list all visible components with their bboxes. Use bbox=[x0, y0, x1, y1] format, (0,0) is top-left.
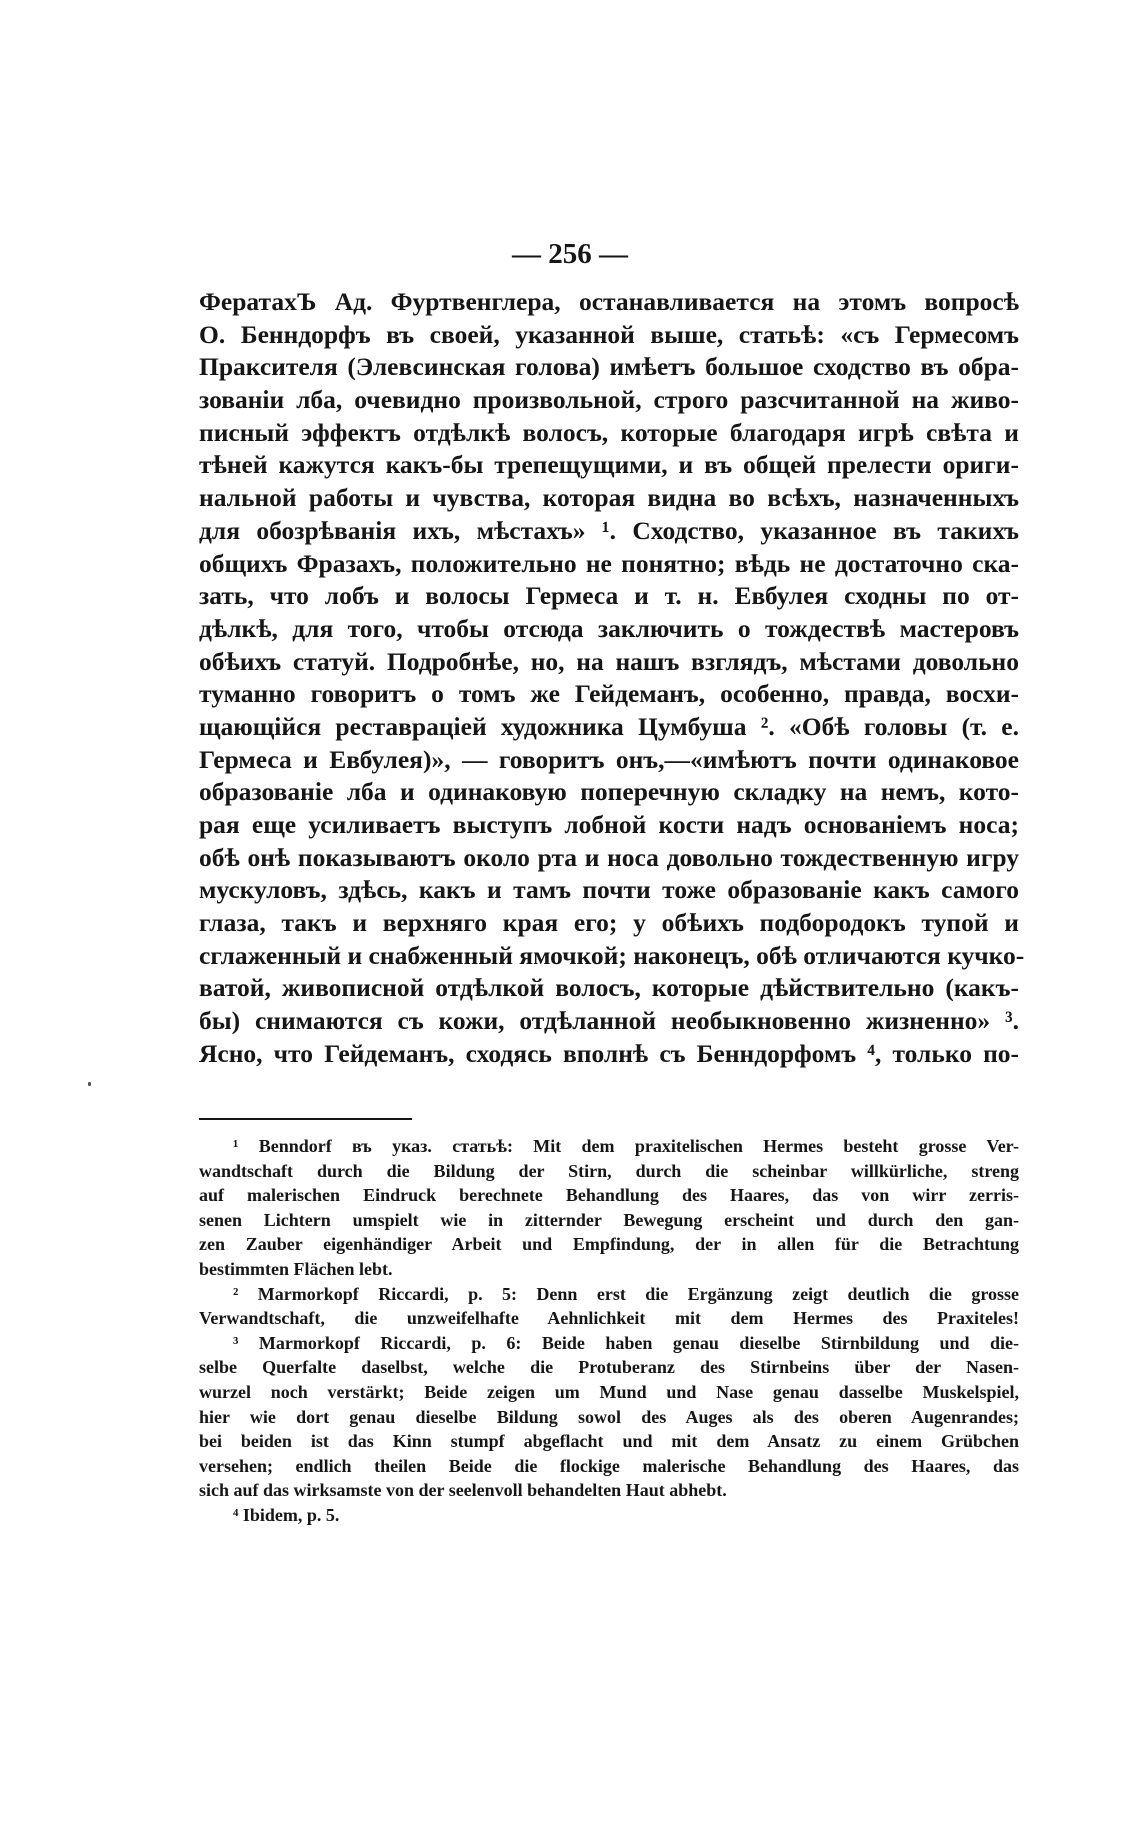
text-line: писный эффектъ отдѣлкѣ волосъ, которые благодаря игрѣ свѣта и bbox=[199, 417, 1019, 447]
footnote-3-line: hier wie dort genau dieselbe Bildung sowol des Auges als des oberen Augenrandes; bbox=[199, 1406, 1019, 1427]
text-line: туманно говоритъ о томъ же Гейдеманъ, особенно, правда, восхи- bbox=[199, 679, 1019, 709]
text-line: дѣлкѣ, для того, чтобы отсюда заключить о тождествѣ мастеровъ bbox=[199, 613, 1019, 643]
footnote-3-line: ³ Marmorkopf Riccardi, p. 6: Beide haben genau dieselbe Stirnbildung und die- bbox=[233, 1332, 1019, 1353]
page-number: — 256 — bbox=[512, 238, 628, 270]
footnote-1-line: senen Lichtern umspielt wie in zitternder Bewegung erscheint und durch den gan- bbox=[199, 1209, 1019, 1230]
text-line: зать, что лобъ и волосы Гермеса и т. н. Евбулея сходны по от- bbox=[199, 581, 1019, 611]
text-line: мускуловъ, здѣсь, какъ и тамъ почти тоже образованіе какъ самого bbox=[199, 875, 1019, 905]
footnote-4-line: ⁴ Ibidem, p. 5. bbox=[233, 1504, 340, 1525]
text-line: бы) снимаются съ кожи, отдѣланной необыкновенно жизненно» ³. bbox=[199, 1006, 1019, 1036]
footnote-1-line: zen Zauber eigenhändiger Arbeit und Empfindung, der in allen für die Betrachtung bbox=[199, 1234, 1019, 1255]
text-line: Праксителя (Элевсинская голова) имѣетъ большое сходство въ обра- bbox=[199, 352, 1019, 382]
footnotes bbox=[199, 1134, 1019, 1528]
text-line: для обозрѣванія ихъ, мѣстахъ» ¹. Сходство, указанное въ такихъ bbox=[199, 515, 1019, 545]
footnote-1-line: wandtschaft durch die Bildung der Stirn, durch die scheinbar willkürliche, streng bbox=[199, 1160, 1019, 1181]
main-text bbox=[199, 286, 1025, 1071]
footnote-3-line: sich auf das wirksamste von der seelenvoll behandelten Haut abhebt. bbox=[199, 1480, 727, 1501]
text-line: обѣихъ статуй. Подробнѣе, но, на нашъ взглядъ, мѣстами довольно bbox=[199, 646, 1019, 676]
footnote-2-line: Verwandtschaft, die unzweifelhafte Aehnlichkeit mit dem Hermes des Praxiteles! bbox=[199, 1308, 1019, 1329]
text-line: образованіе лба и одинаковую поперечную складку на немъ, кото- bbox=[199, 777, 1019, 807]
footnote-3-line: wurzel noch verstärkt; Beide zeigen um Mund und Nase genau dasselbe Muskelspiel, bbox=[199, 1381, 1019, 1402]
footnote-1-line: ¹ Benndorf въ указ. статьѣ: Mit dem praxitelischen Hermes besteht grosse Ver- bbox=[233, 1136, 1019, 1156]
footnote-1-line: bestimmten Flächen lebt. bbox=[199, 1258, 393, 1279]
text-line: Ясно, что Гейдеманъ, сходясь вполнѣ съ Бенндорфомъ ⁴, только по- bbox=[199, 1038, 1019, 1068]
text-line: глаза, такъ и верхняго края его; у обѣихъ подбородокъ тупой и bbox=[199, 908, 1019, 938]
text-line: О. Бенндорфъ въ своей, указанной выше, статьѣ: «съ Гермесомъ bbox=[199, 319, 1019, 349]
text-line: Гермеса и Евбулея)», — говоритъ онъ,—«имѣютъ почти одинаковое bbox=[199, 744, 1019, 774]
text-line: сглаженный и снабженный ямочкой; наконецъ, обѣ отличаются кучко- bbox=[199, 940, 1025, 970]
footnote-2-line: ² Marmorkopf Riccardi, p. 5: Denn erst die Ergänzung zeigt deutlich die grosse bbox=[233, 1283, 1019, 1304]
footnote-3-line: bei beiden ist das Kinn stumpf abgeflacht und mit dem Ansatz zu einem Grübchen bbox=[199, 1431, 1019, 1452]
footnote-3-line: versehen; endlich theilen Beide die flockige malerische Behandlung des Haares, das bbox=[199, 1455, 1019, 1476]
text-line: ватой, живописной отдѣлкой волосъ, которые дѣйствительно (какъ- bbox=[199, 973, 1019, 1003]
text-line: рая еще усиливаетъ выступъ лобной кости надъ основаніемъ носа; bbox=[199, 810, 1019, 839]
text-line: нальной работы и чувства, которая видна во всѣхъ, назначенныхъ bbox=[199, 483, 1019, 513]
text-line: ФератахЪ Ад. Фуртвенглера, останавливается на этомъ вопросѣ bbox=[199, 287, 1019, 316]
text-line: обѣ онѣ показываютъ около рта и носа довольно тождественную игру bbox=[199, 842, 1019, 872]
footnote-3-line: selbe Querfalte daselbst, welche die Protuberanz des Stirnbeins über der Nasen- bbox=[199, 1357, 1019, 1378]
footnote-separator bbox=[199, 1118, 412, 1120]
footnote-1-line: auf malerischen Eindruck berechnete Behandlung des Haares, das von wirr zerris- bbox=[199, 1185, 1019, 1206]
text-line: зованіи лба, очевидно произвольной, строго разсчитанной на живо- bbox=[199, 385, 1019, 415]
text-line: щающійся реставраціей художника Цумбуша ². «Обѣ головы (т. е. bbox=[199, 711, 1019, 741]
margin-speck bbox=[88, 1082, 91, 1086]
text-line: тѣней кажутся какъ-бы трепещущими, и въ общей прелести ориги- bbox=[199, 450, 1019, 480]
text-line: общихъ Фразахъ, положительно не понятно; вѣдь не достаточно ска- bbox=[199, 548, 1019, 578]
